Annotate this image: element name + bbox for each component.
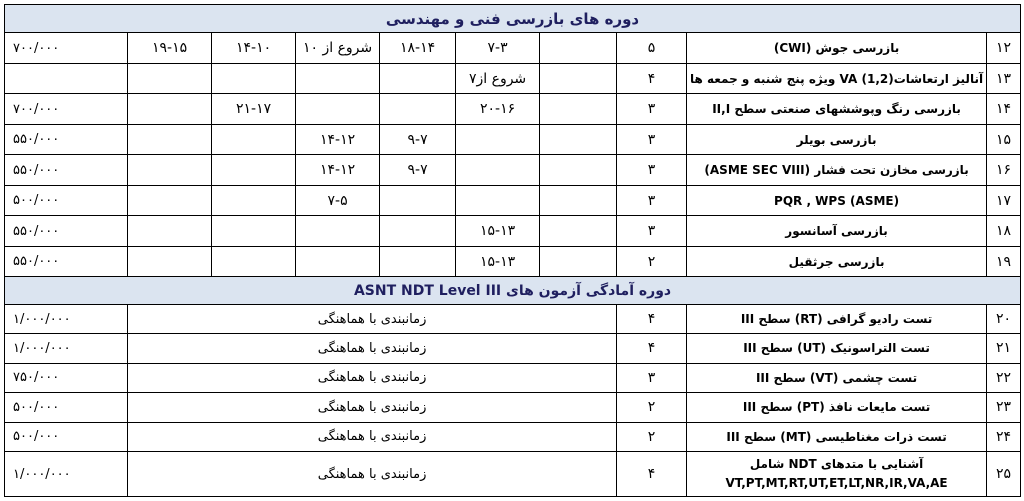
schedule-note: زمانبندی با هماهنگی: [128, 422, 617, 451]
schedule-cell: [380, 216, 456, 246]
schedule-cell: [456, 155, 540, 185]
schedule-cell: [540, 124, 617, 154]
course-price: ۵۰۰/۰۰۰: [5, 422, 128, 451]
course-price: [5, 63, 128, 93]
schedule-cell: [380, 94, 456, 124]
section-title: دوره های بازرسی فنی و مهندسی: [5, 5, 1021, 33]
schedule-note: زمانبندی با هماهنگی: [128, 304, 617, 333]
row-number: ۲۰: [987, 304, 1021, 333]
course-title: بازرسی رنگ وپوششهای صنعتی سطح II,I: [687, 94, 987, 124]
schedule-cell: [212, 63, 296, 93]
schedule-cell: [380, 63, 456, 93]
course-price: ۵۵۰/۰۰۰: [5, 124, 128, 154]
table-row: [5, 185, 1021, 215]
schedule-cell: [540, 33, 617, 63]
schedule-cell: ۱۵-۱۳: [456, 216, 540, 246]
schedule-cell: ۱۴-۱۲: [296, 124, 380, 154]
table-row: [5, 124, 1021, 154]
course-title: تست التراسونیک (UT) سطح III: [687, 334, 987, 363]
course-title: بازرسی بویلر: [687, 124, 987, 154]
table-row: [5, 155, 1021, 185]
schedule-cell: [212, 216, 296, 246]
course-count: ۴: [617, 304, 687, 333]
course-count: ۳: [617, 124, 687, 154]
row-number: ۱۴: [987, 94, 1021, 124]
schedule-cell: [212, 185, 296, 215]
schedule-cell: ۱۸-۱۴: [380, 33, 456, 63]
schedule-cell: شروع از ۱۰: [296, 33, 380, 63]
schedule-cell: [540, 63, 617, 93]
schedule-cell: [540, 94, 617, 124]
course-price: ۵۵۰/۰۰۰: [5, 216, 128, 246]
schedule-cell: [456, 124, 540, 154]
course-count: ۳: [617, 363, 687, 392]
schedule-cell: [540, 246, 617, 276]
section-header-inspection: [5, 5, 1021, 33]
course-title: [687, 452, 987, 497]
schedule-cell: [380, 246, 456, 276]
schedule-cell: ۷-۵: [296, 185, 380, 215]
course-title: بازرسی جوش (CWI): [687, 33, 987, 63]
row-number: ۱۶: [987, 155, 1021, 185]
course-price: ۵۰۰/۰۰۰: [5, 393, 128, 422]
course-title: تست ذرات مغناطیسی (MT) سطح III: [687, 422, 987, 451]
table-row: [5, 452, 1021, 497]
table-row: [5, 422, 1021, 451]
course-price: ۷۰۰/۰۰۰: [5, 33, 128, 63]
schedule-cell: ۱۴-۱۰: [212, 33, 296, 63]
row-number: ۱۲: [987, 33, 1021, 63]
course-title-line1: آشنایی با متدهای NDT شامل: [749, 457, 924, 472]
course-price: ۵۰۰/۰۰۰: [5, 185, 128, 215]
schedule-cell: [128, 246, 212, 276]
schedule-cell: [128, 124, 212, 154]
schedule-cell: [296, 63, 380, 93]
course-title: تست مایعات نافذ (PT) سطح III: [687, 393, 987, 422]
section-title: دوره آمادگی آزمون های ASNT NDT Level III: [5, 277, 1021, 304]
course-count: ۵: [617, 33, 687, 63]
schedule-cell: ۱۹-۱۵: [128, 33, 212, 63]
schedule-note: زمانبندی با هماهنگی: [128, 363, 617, 392]
course-price: ۱/۰۰۰/۰۰۰: [5, 452, 128, 497]
course-count: ۲: [617, 246, 687, 276]
course-price: ۵۵۰/۰۰۰: [5, 155, 128, 185]
schedule-cell: ۱۴-۱۲: [296, 155, 380, 185]
table-row: [5, 63, 1021, 93]
table-row: [5, 304, 1021, 333]
row-number: ۱۳: [987, 63, 1021, 93]
table-row: [5, 216, 1021, 246]
row-number: ۲۲: [987, 363, 1021, 392]
table-row: [5, 246, 1021, 276]
course-price: ۵۵۰/۰۰۰: [5, 246, 128, 276]
schedule-cell: [128, 155, 212, 185]
course-price: ۱/۰۰۰/۰۰۰: [5, 334, 128, 363]
course-count: ۳: [617, 94, 687, 124]
schedule-cell: [128, 94, 212, 124]
schedule-table: [4, 4, 1021, 497]
schedule-cell: ۷-۳: [456, 33, 540, 63]
table-row: [5, 393, 1021, 422]
row-number: ۱۵: [987, 124, 1021, 154]
schedule-cell: ۹-۷: [380, 124, 456, 154]
schedule-cell: ۲۱-۱۷: [212, 94, 296, 124]
course-count: ۲: [617, 422, 687, 451]
schedule-cell: [128, 216, 212, 246]
course-title: تست رادیو گرافی (RT) سطح III: [687, 304, 987, 333]
schedule-cell: [540, 155, 617, 185]
course-title: (ASME) PQR , WPS: [687, 185, 987, 215]
section-header-asnt: [5, 277, 1021, 304]
schedule-cell: [128, 185, 212, 215]
schedule-cell: [540, 216, 617, 246]
schedule-note: زمانبندی با هماهنگی: [128, 452, 617, 497]
schedule-cell: شروع از۷: [456, 63, 540, 93]
schedule-cell: [380, 185, 456, 215]
row-number: ۲۵: [987, 452, 1021, 497]
table-row: [5, 33, 1021, 63]
schedule-cell: [296, 216, 380, 246]
course-count: ۳: [617, 185, 687, 215]
table-row: [5, 363, 1021, 392]
schedule-cell: ۹-۷: [380, 155, 456, 185]
table-row: [5, 94, 1021, 124]
row-number: ۱۹: [987, 246, 1021, 276]
course-title: بازرسی مخازن تحت فشار (ASME SEC VIII): [687, 155, 987, 185]
course-price: ۷۰۰/۰۰۰: [5, 94, 128, 124]
course-price: ۱/۰۰۰/۰۰۰: [5, 304, 128, 333]
schedule-cell: [296, 94, 380, 124]
schedule-cell: [540, 185, 617, 215]
course-title: بازرسی آسانسور: [687, 216, 987, 246]
schedule-note: زمانبندی با هماهنگی: [128, 393, 617, 422]
course-count: ۴: [617, 452, 687, 497]
row-number: ۲۳: [987, 393, 1021, 422]
schedule-cell: [456, 185, 540, 215]
schedule-cell: [212, 155, 296, 185]
schedule-cell: [212, 124, 296, 154]
schedule-cell: [296, 246, 380, 276]
schedule-cell: ۱۵-۱۳: [456, 246, 540, 276]
row-number: ۱۷: [987, 185, 1021, 215]
course-count: ۴: [617, 334, 687, 363]
course-title: بازرسی جرثقیل: [687, 246, 987, 276]
schedule-cell: [212, 246, 296, 276]
course-count: ۴: [617, 63, 687, 93]
table-row: [5, 334, 1021, 363]
course-title: تست چشمی (VT) سطح III: [687, 363, 987, 392]
course-title-line2: VT,PT,MT,RT,UT,ET,LT,NR,IR,VA,AE: [725, 476, 948, 491]
row-number: ۲۴: [987, 422, 1021, 451]
course-title: آنالیز ارتعاشات(1,2) VA ویژه پنج شنبه و جمعه ها: [687, 63, 987, 93]
row-number: ۱۸: [987, 216, 1021, 246]
schedule-cell: ۲۰-۱۶: [456, 94, 540, 124]
schedule-note: زمانبندی با هماهنگی: [128, 334, 617, 363]
course-count: ۳: [617, 216, 687, 246]
course-count: ۲: [617, 393, 687, 422]
course-price: ۷۵۰/۰۰۰: [5, 363, 128, 392]
course-count: ۳: [617, 155, 687, 185]
row-number: ۲۱: [987, 334, 1021, 363]
schedule-cell: [128, 63, 212, 93]
